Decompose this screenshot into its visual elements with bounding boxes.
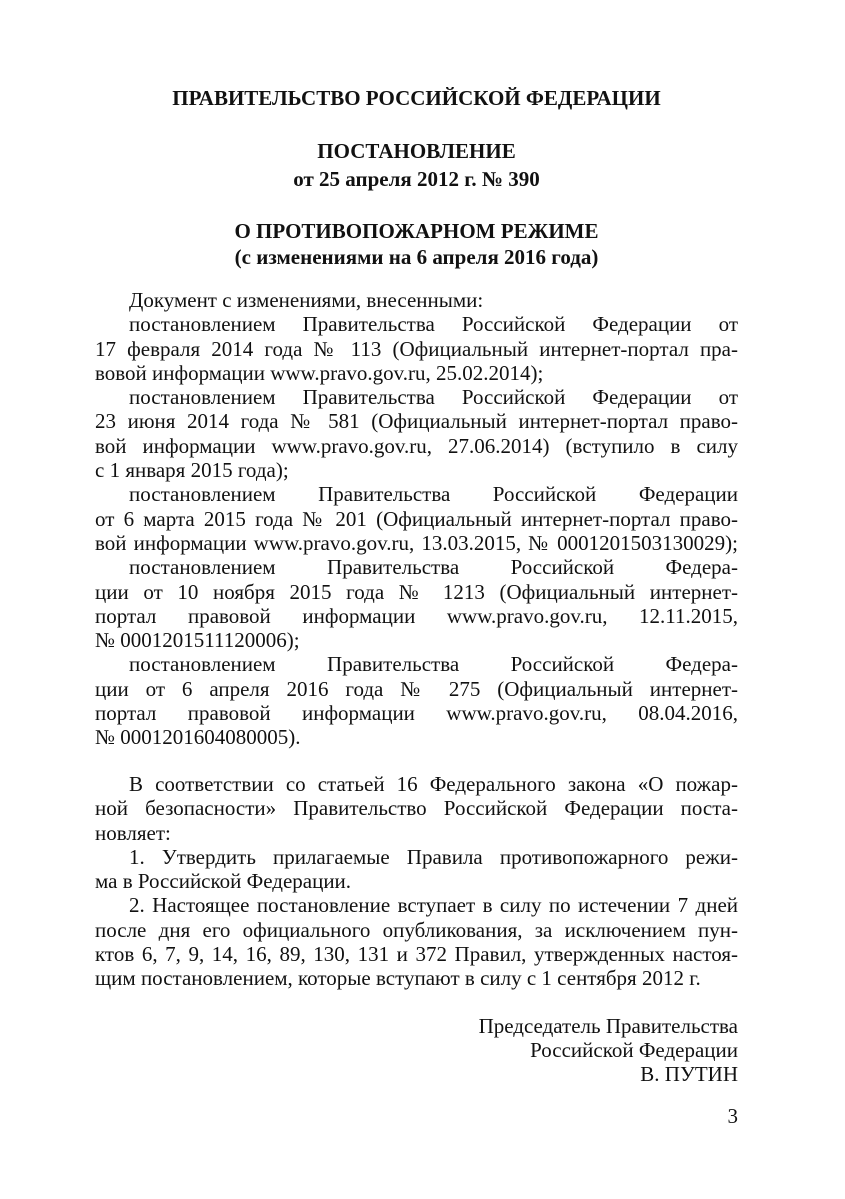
point-1-line: ма в Российской Федерации.: [95, 869, 352, 894]
decree-type: ПОСТАНОВЛЕНИЕ: [317, 139, 516, 163]
government-title: ПРАВИТЕЛЬСТВО РОССИЙСКОЙ ФЕДЕРАЦИИ: [172, 86, 661, 110]
signatory-position-line2: Российской Федерации: [530, 1038, 738, 1062]
decree-date: от 25 апреля 2012 г. № 390: [293, 167, 540, 191]
amendment-1-line: 17 февраля 2014 года № 113 (Официальный интернет-портал пра-: [95, 336, 738, 361]
amendment-1-line: постановлением Правительства Российской Федерации от: [129, 312, 738, 337]
amendment-1-line: вовой информации www.pravo.gov.ru, 25.02.2014);: [95, 360, 544, 385]
preamble-line: В соответствии со статьей 16 Федерального закона «О пожар-: [129, 772, 738, 796]
decree-body: [95, 772, 738, 991]
signatory-position-line1: Председатель Правительства: [478, 1014, 738, 1038]
amendment-2-line: 23 июня 2014 года № 581 (Официальный интернет-портал право-: [95, 409, 738, 434]
amendment-5-line: постановлением Правительства Российской Федера-: [129, 652, 738, 677]
amendment-2-line: с 1 января 2015 года);: [95, 458, 289, 483]
amendment-4-line: портал правовой информации www.pravo.gov.ru, 12.11.2015,: [95, 603, 738, 628]
point-1-line: 1. Утвердить прилагаемые Правила противопожарного режи-: [129, 844, 738, 869]
decree-edition: (с изменениями на 6 апреля 2016 года): [234, 245, 599, 269]
page-number: 3: [727, 1104, 738, 1128]
decree-subject: О ПРОТИВОПОЖАРНОМ РЕЖИМЕ: [234, 219, 599, 243]
amendment-5-line: ции от 6 апреля 2016 года № 275 (Официальный интернет-: [95, 676, 738, 701]
point-2-line: ктов 6, 7, 9, 14, 16, 89, 130, 131 и 372 Правил, утвержденных настоя-: [95, 942, 738, 967]
signatory-name: В. ПУТИН: [640, 1062, 738, 1086]
point-2-line: щим постановлением, которые вступают в силу с 1 сентября 2012 г.: [95, 966, 701, 991]
amendment-4-line: ции от 10 ноября 2015 года № 1213 (Официальный интернет-: [95, 579, 738, 604]
amendment-4-line: постановлением Правительства Российской Федера-: [129, 555, 738, 580]
amendment-3-line: вой информации www.pravo.gov.ru, 13.03.2015, № 0001201503130029);: [95, 530, 738, 555]
amendment-3-line: постановлением Правительства Российской Федерации: [129, 482, 738, 507]
amendments-list: [95, 288, 738, 750]
amendment-3-line: от 6 марта 2015 года № 201 (Официальный интернет-портал право-: [95, 506, 738, 531]
amendment-5-line: № 0001201604080005).: [95, 725, 301, 750]
amendment-5-line: портал правовой информации www.pravo.gov.ru, 08.04.2016,: [95, 701, 738, 726]
amendment-2-line: вой информации www.pravo.gov.ru, 27.06.2014) (вступило в силу: [95, 433, 738, 458]
preamble-line: ной безопасности» Правительство Российской Федерации поста-: [95, 796, 738, 821]
point-2-line: после дня его официального опубликования, за исключением пун-: [95, 917, 738, 942]
point-2-line: 2. Настоящее постановление вступает в силу по истечении 7 дней: [129, 893, 738, 918]
amendment-2-line: постановлением Правительства Российской Федерации от: [129, 385, 738, 410]
preamble-line: новляет:: [95, 820, 171, 845]
amendment-4-line: № 0001201511120006);: [95, 628, 300, 653]
signature-block: [95, 1014, 738, 1086]
amendments-intro: Документ с изменениями, внесенными:: [129, 288, 484, 312]
